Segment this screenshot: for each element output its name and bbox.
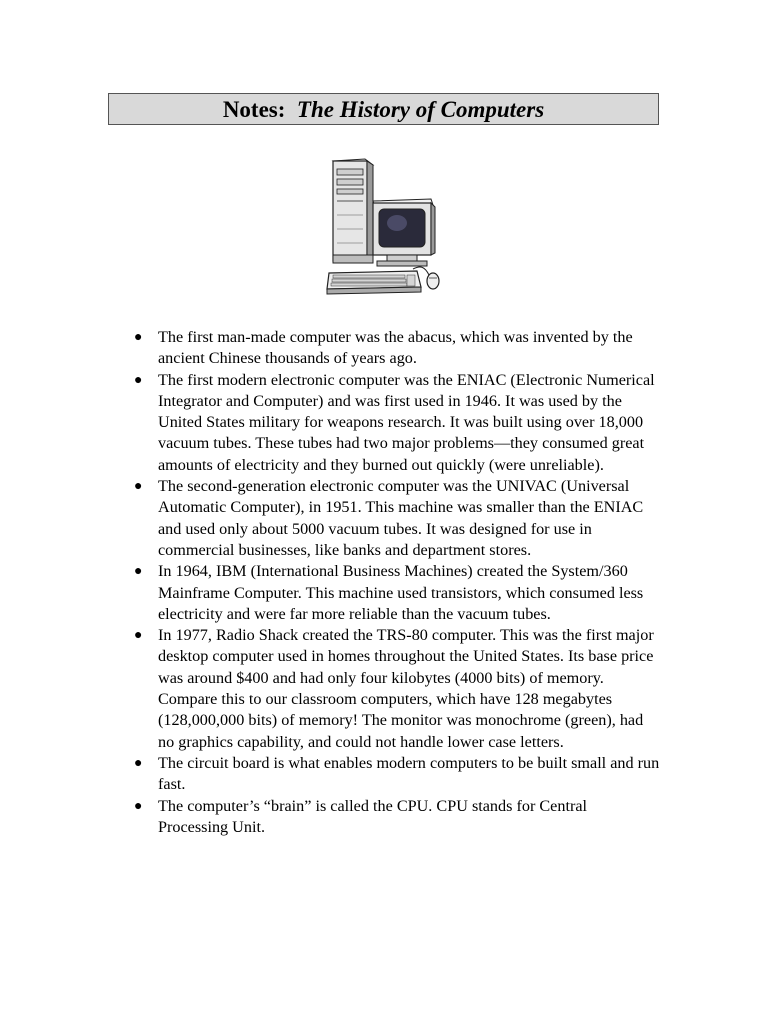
title-text: The History of Computers <box>296 97 545 122</box>
bullet-icon: ● <box>134 755 143 771</box>
list-item <box>131 370 661 476</box>
list-item <box>131 796 661 839</box>
bullet-icon: ● <box>134 564 143 580</box>
bullet-icon: ● <box>134 479 143 495</box>
note-text: The first modern electronic computer was the ENIAC (Electronic Numerical Integrator and Computer) and was first used in 1946. It was used by the United States military for weapons research. It was built using over 18,000 vacuum tubes. These tubes had two major problems—they consumed great amounts of electricity and they burned out quickly (were unreliable). <box>158 370 655 474</box>
note-text: In 1977, Radio Shack created the TRS-80 computer. This was the first major desktop computer used in homes throughout the United States. Its base price was around $400 and had only four kilobytes (4000 bits) of memory. Compare this to our classroom computers, which have 128 megabytes (128,000,000 bits) of memory! The monitor was monochrome (green), had no graphics capability, and could not handle lower case letters. <box>158 626 654 751</box>
keyboard <box>327 271 421 294</box>
bullet-icon: ● <box>134 330 143 345</box>
note-text: In 1964, IBM (International Business Machines) created the System/360 Mainframe Computer. This machine used transistors, which consumed less electricity and were far more reliable than the vacuum tubes. <box>158 562 644 623</box>
list-item <box>131 327 661 370</box>
monitor <box>373 199 435 266</box>
tower-case <box>333 159 373 263</box>
list-item <box>131 476 661 561</box>
bullet-icon: ● <box>134 628 143 644</box>
bullet-icon: ● <box>134 372 143 388</box>
note-text: The first man-made computer was the abacus, which was invented by the ancient Chinese thousands of years ago. <box>158 328 633 368</box>
page-title <box>108 93 659 125</box>
note-text: The computer’s “brain” is called the CPU. CPU stands for Central Processing Unit. <box>158 796 588 836</box>
note-text: The second-generation electronic computer was the UNIVAC (Universal Automatic Computer), in 1951. This machine was smaller than the ENIAC and used only about 5000 vacuum tubes. It was designed for use in commercial businesses, like banks and department stores. <box>158 477 644 559</box>
list-item <box>131 625 661 753</box>
desktop-computer-clipart-icon <box>325 155 445 297</box>
title-label: Notes: <box>222 97 286 122</box>
bullet-icon: ● <box>134 798 143 814</box>
notes-list <box>131 327 661 838</box>
list-item <box>131 753 661 796</box>
note-text: The circuit board is what enables modern computers to be built small and run fast. <box>158 753 660 794</box>
list-item <box>131 561 661 625</box>
